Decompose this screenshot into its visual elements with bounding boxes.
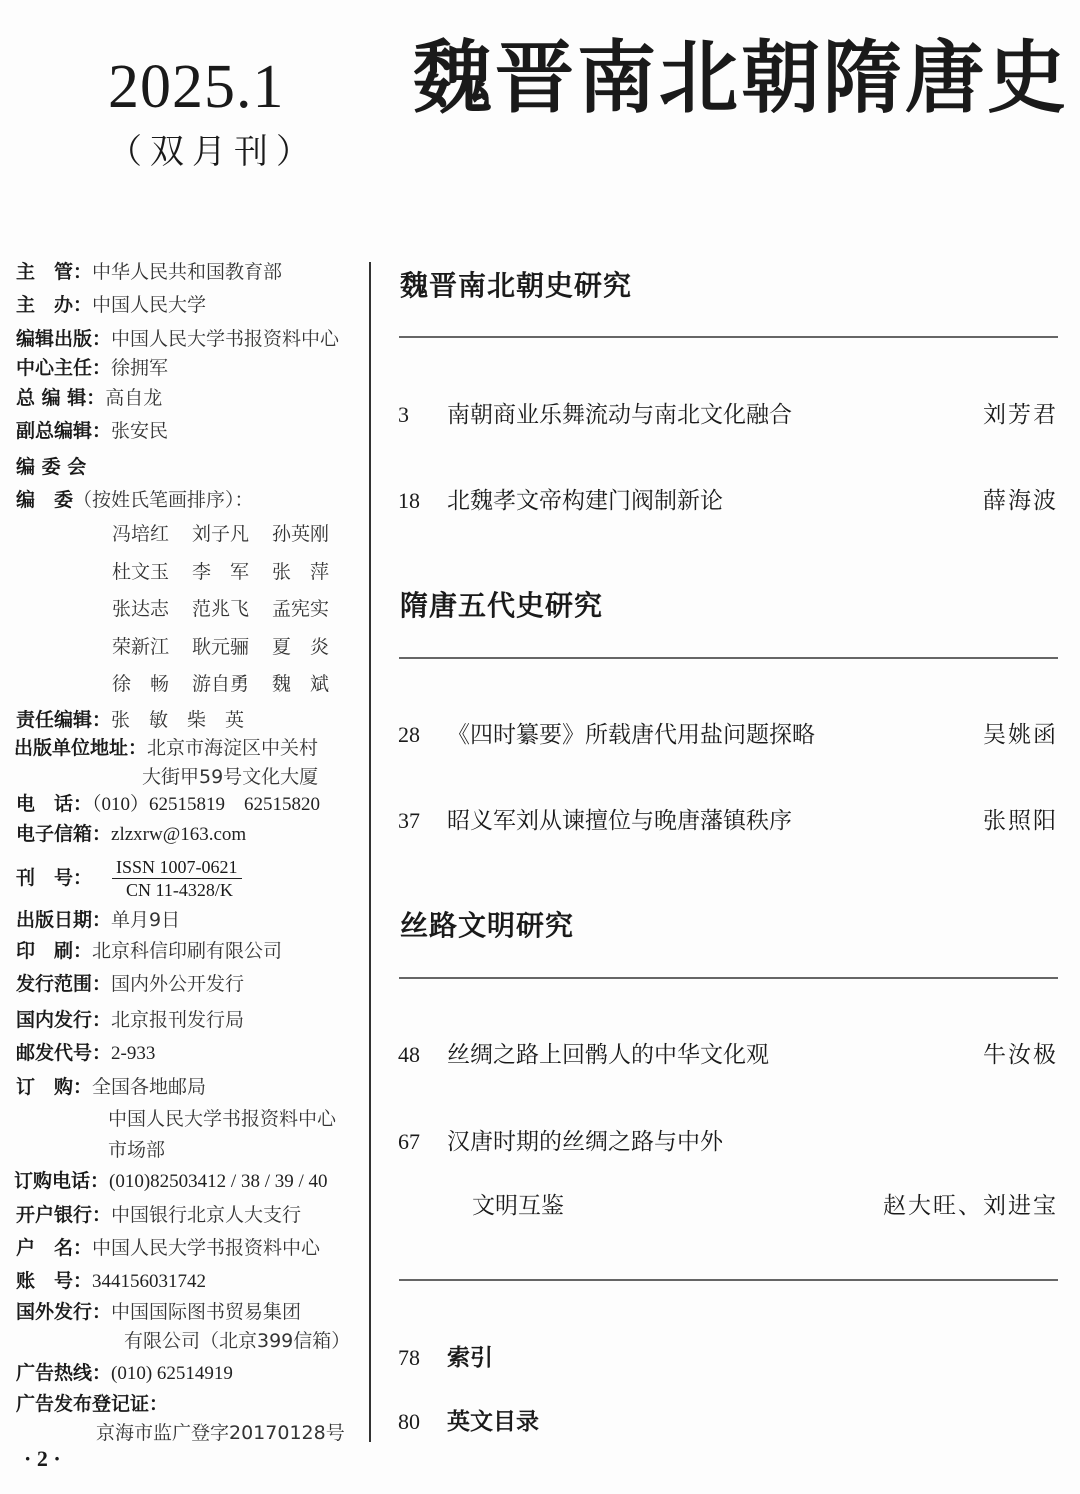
board-members-row [112,669,352,696]
phone-value: （010）62515819 62515820 [92,794,321,815]
supervisor-label: 主 管： [16,261,93,283]
ad-registration-value: 京海市监广登字20170128号 [96,1422,345,1444]
toc-author: 牛汝极 [983,1042,1058,1068]
address-row [14,735,318,761]
address-label: 出版单位地址： [14,737,148,759]
board-member: 李 军 [192,561,250,583]
overseas-distribution-row [16,1299,301,1325]
toc-page: 37 [398,808,420,833]
overseas-distribution-value-2: 有限公司（北京399信箱） [124,1330,351,1352]
board-member: 游自勇 [192,673,250,695]
pub-date-row [16,907,180,933]
board-members-row [112,519,352,546]
ad-registration-label: 广告发布登记证： [16,1393,169,1415]
overseas-distribution-value: 中国国际图书贸易集团 [111,1301,302,1323]
publisher-row [16,326,339,352]
phone-label: 电 话： [16,793,93,815]
ad-registration-row [16,1391,168,1417]
board-member: 张 萍 [272,561,330,583]
toc-page: 18 [398,488,420,513]
bank-value: 中国银行北京人大支行 [111,1204,302,1226]
page-number: · 2 · [24,1446,61,1471]
account-name-value: 中国人民大学书报资料中心 [92,1237,321,1259]
section-rule [399,336,1058,338]
account-no-row [16,1268,206,1295]
supervisor-value: 中华人民共和国教育部 [92,261,283,283]
board-row [16,487,254,513]
toc-page: 3 [398,402,409,427]
toc-author: 刘芳君 [983,402,1058,428]
director-value: 徐拥军 [111,357,169,379]
deputy-editor-value: 张安民 [111,420,169,442]
printer-label: 印 刷： [16,940,93,962]
toc-title: 索引 [447,1345,493,1371]
subscription-line3 [108,1137,165,1163]
subscription-value: 全国各地邮局 [92,1076,207,1098]
toc-author: 吴姚函 [983,722,1058,748]
email-label: 电子信箱： [16,823,112,845]
toc-author: 薛海波 [983,488,1058,514]
chief-editor-value: 高自龙 [105,387,163,409]
bank-label: 开户银行： [16,1204,112,1226]
subscription-value-3: 市场部 [108,1139,166,1161]
subscription-line2 [108,1106,336,1132]
board-member: 张达志 [112,598,170,620]
distribution-scope-label: 发行范围： [16,973,112,995]
section-title: 魏晋南北朝史研究 [400,269,633,302]
board-title: 编 委 会 [16,456,87,478]
board-member: 徐 畅 [112,673,170,695]
board-members-row [112,632,352,659]
journal-title: 魏晋南北朝隋唐史 [413,31,1069,124]
issue-number: 2025.1 [108,53,285,121]
director-row [16,355,168,381]
board-members-row [112,594,352,621]
toc-title: 北魏孝文帝构建门阀制新论 [447,488,723,514]
board-members-row [112,557,352,584]
chief-editor-row [16,385,162,411]
pub-date-value: 单月9日 [111,909,181,931]
board-label: 编 委 [16,489,74,511]
account-name-row [16,1235,320,1261]
toc-title: 昭义军刘从谏擅位与晚唐藩镇秩序 [447,808,792,834]
subscription-phone-row [14,1168,328,1195]
toc-author: 张照阳 [983,808,1058,834]
toc-page: 48 [398,1042,420,1067]
toc-title-continued: 文明互鉴 [472,1193,564,1219]
printer-row [16,938,282,964]
responsible-editor-value: 张 敏 柴 英 [111,709,245,731]
phone-row [16,791,320,818]
section-title: 丝路文明研究 [400,909,575,942]
ad-hotline-value: (010) 62514919 [111,1363,233,1384]
publisher-value: 中国人民大学书报资料中心 [111,328,340,350]
section-title: 隋唐五代史研究 [400,589,604,622]
board-member: 孙英刚 [272,523,330,545]
pub-date-label: 出版日期： [16,909,112,931]
board-member: 夏 炎 [272,636,330,658]
sponsor-label: 主 办： [16,294,93,316]
domestic-distribution-row [16,1007,244,1033]
account-name-label: 户 名： [16,1237,93,1259]
board-member: 范兆飞 [192,598,250,620]
distribution-scope-row [16,971,244,997]
supervisor-row [16,259,282,285]
toc-title: 英文目录 [447,1409,539,1435]
board-note: （按姓氏笔画排序）： [73,489,254,511]
domestic-distribution-value: 北京报刊发行局 [111,1009,245,1031]
board-member: 孟宪实 [272,598,330,620]
publisher-label: 编辑出版： [16,328,112,350]
cn-number: CN 11-4328/K [126,880,233,900]
board-member: 耿元骊 [192,636,250,658]
subscription-phone-value: (010)82503412 / 38 / 39 / 40 [109,1171,328,1192]
publication-frequency: （双月刊） [108,132,318,172]
overseas-distribution-label: 国外发行： [16,1301,112,1323]
toc-author: 赵大旺、刘进宝 [883,1193,1058,1219]
overseas-distribution-line2 [124,1328,350,1354]
toc-title: 《四时纂要》所载唐代用盐问题探略 [447,722,815,748]
deputy-editor-row [16,418,168,444]
responsible-editor-row [16,707,244,733]
subscription-value-2: 中国人民大学书报资料中心 [108,1108,337,1130]
toc-page: 78 [398,1345,420,1370]
email-value: zlzxrw@163.com [111,824,247,845]
domestic-distribution-label: 国内发行： [16,1009,112,1031]
toc-title: 丝绸之路上回鹘人的中华文化观 [447,1042,769,1068]
director-label: 中心主任： [16,357,112,379]
postal-code-value: 2-933 [111,1043,156,1064]
toc-page: 80 [398,1409,420,1434]
ad-hotline-label: 广告热线： [16,1362,112,1384]
account-no-label: 账 号： [16,1270,93,1292]
address-value-2: 大街甲59号文化大厦 [142,766,319,788]
toc-title: 南朝商业乐舞流动与南北文化融合 [447,402,792,428]
deputy-editor-label: 副总编辑： [16,420,112,442]
address-value-line2 [142,764,318,790]
account-no-value: 344156031742 [92,1271,207,1292]
board-member: 刘子凡 [192,523,250,545]
subscription-phone-label: 订购电话： [14,1170,110,1192]
ad-hotline-row [16,1360,233,1387]
board-member: 杜文玉 [112,561,170,583]
email-row [16,821,246,848]
board-member: 荣新江 [112,636,170,658]
postal-code-label: 邮发代号： [16,1042,112,1064]
section-rule [399,977,1058,979]
column-divider [369,262,371,1442]
board-member: 冯培红 [112,523,170,545]
serial-label: 刊 号： [16,867,93,889]
toc-page: 67 [398,1129,420,1154]
printer-value: 北京科信印刷有限公司 [92,940,283,962]
toc-title: 汉唐时期的丝绸之路与中外 [447,1129,723,1155]
responsible-editor-label: 责任编辑： [16,709,112,731]
ad-registration-value-line [96,1420,345,1446]
subscription-label: 订 购： [16,1076,93,1098]
subscription-row [16,1074,206,1100]
distribution-scope-value: 国内外公开发行 [111,973,245,995]
serial-row [16,865,92,891]
sponsor-row [16,292,206,318]
postal-code-row [16,1040,155,1067]
section-rule [399,1279,1058,1281]
section-rule [399,657,1058,659]
issn-number: ISSN 1007-0621 [112,856,242,879]
address-value: 北京市海淀区中关村 [147,737,319,759]
board-member: 魏 斌 [272,673,330,695]
chief-editor-label: 总 编 辑： [16,387,106,409]
bank-row [16,1202,301,1228]
toc-page: 28 [398,722,420,747]
sponsor-value: 中国人民大学 [92,294,207,316]
serial-numbers [112,856,242,901]
